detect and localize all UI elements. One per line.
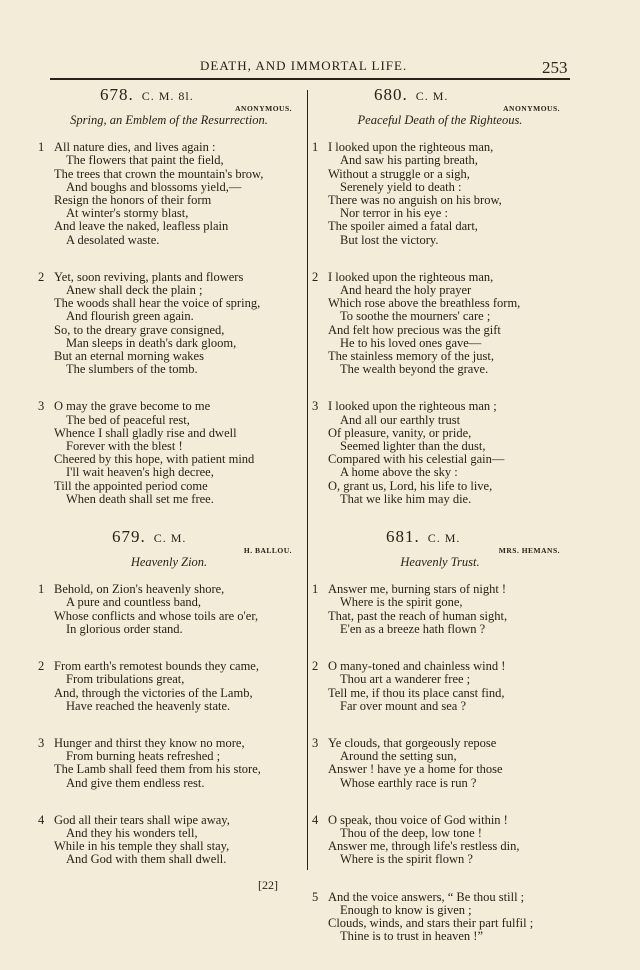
verse-line [38, 700, 300, 713]
verse-line [38, 234, 300, 247]
hymn [38, 527, 300, 867]
running-head: DEATH, AND IMMORTAL LIFE. [200, 58, 408, 73]
stanza-number: 3 [38, 399, 45, 414]
verse-text: Till the appointed period come [54, 478, 208, 493]
hymn-heading [312, 85, 568, 113]
hymn-number: 680. [374, 85, 408, 104]
verse-text: To soothe the mourners' care ; [340, 309, 491, 324]
verse-text: O speak, thou voice of God within ! [328, 812, 508, 827]
verse-text: Yet, soon reviving, plants and flowers [54, 269, 244, 284]
verse-line [312, 930, 568, 943]
verse-text: Seemed lighter than the dust, [340, 439, 486, 454]
stanza-number: 2 [312, 659, 319, 674]
verse-text: Where is the spirit gone, [340, 595, 463, 610]
verse-line [38, 493, 300, 506]
verse-text: So, to the dreary grave consigned, [54, 322, 225, 337]
hymn-meter: C. M. [415, 89, 449, 103]
verse-text: And saw his parting breath, [340, 153, 478, 168]
verse-line [38, 623, 300, 636]
verse-text: That, past the reach of human sight, [328, 608, 508, 623]
verse-text: Around the setting sun, [340, 749, 457, 764]
stanza-number: 1 [38, 140, 45, 155]
hymn-author: H. BALLOU. [243, 546, 292, 556]
verse-text: And they his wonders tell, [66, 825, 198, 840]
verse-text: The trees that crown the mountain's brow, [54, 166, 264, 181]
stanza-number: 4 [312, 812, 319, 827]
verse-line [312, 853, 568, 866]
stanza [312, 583, 568, 636]
stanza-number: 1 [312, 582, 319, 597]
stanza-number: 2 [312, 269, 319, 284]
verse-text: O may the grave become to me [54, 399, 211, 414]
stanza [312, 891, 568, 944]
stanza [38, 814, 300, 867]
verse-text: At winter's stormy blast, [66, 206, 189, 221]
stanza [312, 737, 568, 790]
hymn-meter: C. M. [427, 531, 461, 546]
verse-text: I looked upon the righteous man, [328, 269, 494, 284]
hymn-title: Spring, an Emblem of the Resurrection. [70, 113, 268, 127]
signature-mark: [22] [258, 878, 278, 892]
verse-text: And the voice answers, “ Be thou still ; [328, 889, 525, 904]
page-number: 253 [542, 58, 568, 77]
stanza-number: 2 [38, 659, 45, 674]
verse-line [312, 493, 568, 506]
hymn-heading [312, 527, 568, 556]
verse-text: And leave the naked, leafless plain [54, 219, 229, 234]
verse-text: Forever with the blest ! [66, 439, 183, 454]
stanza [38, 737, 300, 790]
hymn-author: MRS. HEMANS. [498, 546, 560, 556]
verse-text: But an eternal morning wakes [54, 349, 204, 364]
verse-text: Behold, on Zion's heavenly shore, [54, 582, 225, 597]
verse-text: From burning heats refreshed ; [66, 749, 221, 764]
verse-text: Answer ! have ye a home for those [328, 762, 503, 777]
stanza [38, 583, 300, 636]
header-rule [50, 78, 570, 80]
hymn-number: 679. [112, 527, 146, 547]
stanza [38, 141, 300, 247]
verse-text: God all their tears shall wipe away, [54, 812, 230, 827]
stanza [312, 400, 568, 506]
verse-line [38, 777, 300, 790]
verse-text: He to his loved ones gave— [340, 335, 482, 350]
verse-line [312, 623, 568, 636]
hymn-number: 678. [100, 85, 134, 104]
stanza-number: 3 [312, 399, 319, 414]
verse-text: That we like him may die. [340, 491, 472, 506]
verse-text: And all our earthly trust [340, 412, 461, 427]
verse-text: And God with them shall dwell. [66, 852, 227, 867]
verse-text: And flourish green again. [66, 309, 194, 324]
verse-text: And, through the victories of the Lamb, [54, 685, 253, 700]
stanza-number: 3 [38, 735, 45, 750]
hymn-author: ANONYMOUS. [235, 104, 292, 113]
verse-text: I looked upon the righteous man, [328, 140, 494, 155]
verse-text: Man sleeps in death's dark gloom, [66, 335, 237, 350]
hymn-meter: C. M. [153, 531, 187, 546]
verse-text: Far over mount and sea ? [340, 698, 467, 713]
left-column [38, 85, 300, 891]
hymn-heading [38, 527, 300, 556]
verse-text: Which rose above the breathless form, [328, 296, 521, 311]
stanza [312, 141, 568, 247]
verse-text: While in his temple they shall stay, [54, 839, 230, 854]
verse-text: Ye clouds, that gorgeously repose [328, 735, 497, 750]
verse-line [312, 234, 568, 247]
hymn-heading [38, 85, 300, 113]
verse-line [312, 777, 568, 790]
hymn [312, 85, 568, 506]
verse-text: The spoiler aimed a fatal dart, [328, 219, 478, 234]
verse-text: Tell me, if thou its place canst find, [328, 685, 505, 700]
stanza [38, 660, 300, 713]
verse-text: There was no anguish on his brow, [328, 193, 502, 208]
verse-text: And give them endless rest. [66, 775, 205, 790]
stanza-number: 1 [38, 582, 45, 597]
verse-text: Anew shall deck the plain ; [66, 283, 203, 298]
stanza [38, 400, 300, 506]
verse-text: A desolated waste. [66, 232, 160, 247]
verse-text: Whence I shall gladly rise and dwell [54, 425, 237, 440]
hymn-title: Peaceful Death of the Righteous. [357, 113, 523, 127]
hymn-title: Heavenly Zion. [130, 555, 208, 570]
verse-text: I'll wait heaven's high decree, [66, 465, 214, 480]
verse-text: Nor terror in his eye : [340, 206, 448, 221]
hymn-title: Heavenly Trust. [400, 555, 480, 570]
right-column [312, 85, 568, 967]
verse-text: In glorious order stand. [66, 621, 183, 636]
verse-text: Where is the spirit flown ? [340, 852, 473, 867]
verse-text: Whose conflicts and whose toils are o'er, [54, 608, 259, 623]
verse-text: Thou art a wanderer free ; [340, 672, 471, 687]
verse-text: Resign the honors of their form [54, 193, 212, 208]
verse-text: But lost the victory. [340, 232, 439, 247]
verse-text: I looked upon the righteous man ; [328, 399, 497, 414]
verse-text: A home above the sky : [340, 465, 458, 480]
verse-text: And heard the holy prayer [340, 283, 472, 298]
stanza [38, 271, 300, 377]
column-divider [307, 90, 308, 870]
verse-line [38, 853, 300, 866]
verse-text: The Lamb shall feed them from his store, [54, 762, 261, 777]
hymn [312, 527, 568, 944]
verse-text: From tribulations great, [66, 672, 185, 687]
verse-text: Thou of the deep, low tone ! [340, 825, 482, 840]
stanza-number: 1 [312, 140, 319, 155]
verse-line [312, 700, 568, 713]
stanza [312, 271, 568, 377]
verse-text: A pure and countless band, [66, 595, 202, 610]
verse-text: Serenely yield to death : [340, 179, 462, 194]
stanza-number: 3 [312, 735, 319, 750]
verse-text: The stainless memory of the just, [328, 349, 494, 364]
verse-text: Hunger and thirst they know no more, [54, 735, 245, 750]
verse-text: All nature dies, and lives again : [54, 140, 216, 155]
verse-text: E'en as a breeze hath flown ? [340, 621, 486, 636]
verse-text: Without a struggle or a sigh, [328, 166, 470, 181]
verse-line [312, 363, 568, 376]
stanza-number: 4 [38, 812, 45, 827]
verse-text: Whose earthly race is run ? [340, 775, 477, 790]
stanza [312, 814, 568, 867]
verse-text: The woods shall hear the voice of spring, [54, 296, 261, 311]
verse-text: Thine is to trust in heaven !” [340, 929, 484, 944]
verse-text: Answer me, burning stars of night ! [328, 582, 507, 597]
verse-text: The wealth beyond the grave. [340, 362, 489, 377]
verse-text: O, grant us, Lord, his life to live, [328, 478, 493, 493]
verse-text: Clouds, winds, and stars their part fulfil ; [328, 915, 534, 930]
verse-text: From earth's remotest bounds they came, [54, 659, 259, 674]
stanza-number: 5 [312, 889, 319, 904]
hymn [38, 85, 300, 506]
verse-text: And boughs and blossoms yield,— [66, 179, 242, 194]
verse-text: When death shall set me free. [66, 491, 214, 506]
verse-text: And felt how precious was the gift [328, 322, 501, 337]
verse-text: Cheered by this hope, with patient mind [54, 452, 255, 467]
verse-text: Of pleasure, vanity, or pride, [328, 425, 472, 440]
hymn-number: 681. [386, 527, 420, 547]
verse-text: Compared with his celestial gain— [328, 452, 505, 467]
verse-text: Have reached the heavenly state. [66, 698, 231, 713]
hymn-author: ANONYMOUS. [503, 104, 560, 113]
verse-text: The slumbers of the tomb. [66, 362, 198, 377]
stanza [312, 660, 568, 713]
hymn-meter: C. M. 8l. [141, 89, 194, 103]
verse-line [38, 363, 300, 376]
verse-text: The flowers that paint the field, [66, 153, 224, 168]
stanza-number: 2 [38, 269, 45, 284]
verse-text: O many-toned and chainless wind ! [328, 659, 506, 674]
verse-text: Enough to know is given ; [340, 902, 472, 917]
verse-text: The bed of peaceful rest, [66, 412, 190, 427]
verse-text: Answer me, through life's restless din, [328, 839, 520, 854]
